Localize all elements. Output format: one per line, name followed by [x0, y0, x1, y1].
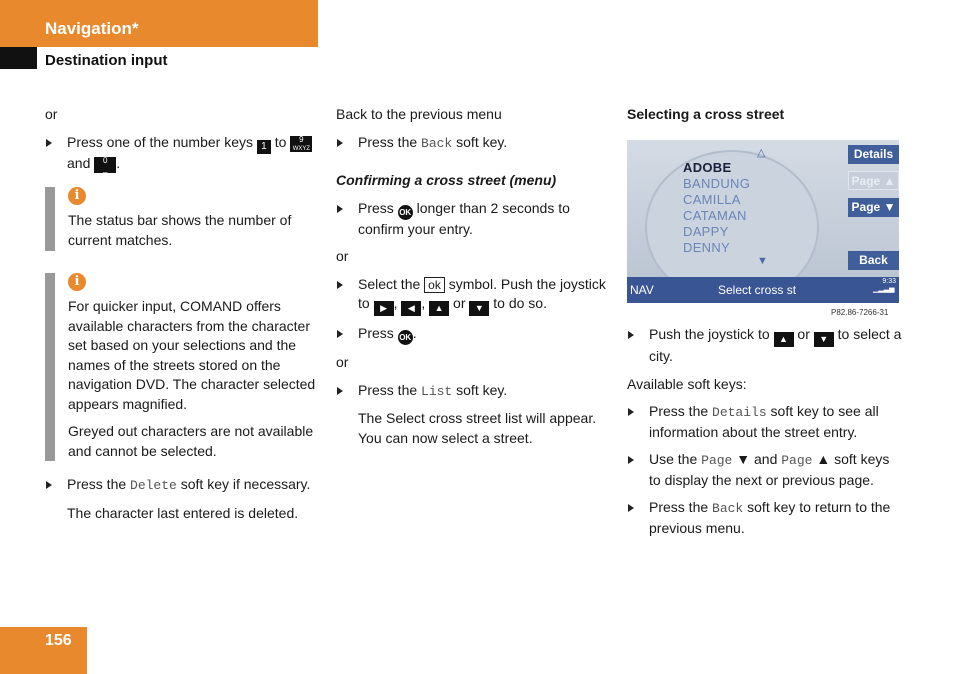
ok-symbol: ok: [424, 277, 445, 293]
key-0: 0 _: [94, 157, 116, 173]
bullet-icon: [337, 330, 343, 338]
key-1: 1: [257, 140, 271, 154]
bullet-icon: [46, 481, 52, 489]
instruction-back-return: Press the Back soft key to return to the previous menu.: [627, 498, 902, 538]
bullet-icon: [46, 139, 52, 147]
instruction-press-ok: Press OK .: [336, 324, 608, 345]
page-number-box: [0, 627, 87, 674]
section-title: Destination input: [45, 52, 168, 69]
status-bar: [627, 277, 899, 303]
result-text: The character last entered is deleted.: [67, 504, 299, 521]
bullet-icon: [628, 504, 634, 512]
joystick-right-icon: ▶: [374, 301, 394, 316]
bullet-icon: [628, 408, 634, 416]
bullet-icon: [337, 205, 343, 213]
joystick-down-icon: ▼: [814, 332, 834, 347]
details-softkey: Details: [848, 145, 899, 164]
street-list-item: BANDUNG: [683, 176, 751, 191]
page-down-softkey: Page ▼: [848, 198, 899, 217]
signal-bars-icon: ▁▂▃▅: [873, 286, 895, 293]
list-softkey-label: List: [421, 383, 453, 399]
column-2: [336, 105, 608, 456]
back-heading: Back to the previous menu: [336, 106, 502, 122]
instruction-details: Press the Details soft key to see all information about the street entry.: [627, 402, 902, 442]
or-text: or: [336, 248, 349, 264]
street-list-item: CAMILLA: [683, 192, 741, 207]
result-text: The Select cross street list will appear. You can now select a street.: [358, 410, 597, 446]
details-softkey-label: Details: [712, 405, 767, 420]
column-3: [627, 105, 902, 133]
street-list-item: DAPPY: [683, 224, 729, 239]
status-nav: NAV: [630, 283, 654, 297]
scroll-down-icon: ▼: [757, 255, 768, 267]
info-box-status: i The status bar shows the number of current matches.: [45, 187, 320, 251]
instruction-back: Press the Back soft key.: [336, 133, 608, 154]
status-title: Select cross st: [718, 283, 797, 297]
key-9: 9 WXYZ: [290, 136, 312, 152]
ok-button-icon: OK: [398, 330, 413, 345]
page-number: 156: [45, 632, 72, 649]
page-down-glyph: ▼: [736, 451, 751, 467]
info-icon: i: [68, 187, 86, 205]
back-softkey-label: Back: [712, 501, 744, 516]
instruction-press-ok-long: Press OK longer than 2 seconds to confirm your entry.: [336, 199, 608, 240]
page-up-softkey: Page ▲: [848, 171, 899, 190]
instruction-select-ok: Select the ok symbol. Push the joystick to ▶ , ◀ , ▲ or ▼ to do so.: [336, 275, 608, 317]
info-box-quick-input: i For quicker input, COMAND offers available characters from the character set based on your selections and the names of the streets stored on the navigation DVD. The character selected appears magnified. Greyed out characters are not available and cannot be selected.: [45, 273, 320, 461]
bullet-icon: [337, 281, 343, 289]
bullet-icon: [337, 387, 343, 395]
info-icon: i: [68, 273, 86, 291]
clock-time: 9:33: [882, 278, 896, 285]
instruction-select-city: Push the joystick to ▲ or ▼ to select a city.: [627, 325, 902, 367]
joystick-down-icon: ▼: [469, 301, 489, 316]
ok-button-icon: OK: [398, 205, 413, 220]
delete-softkey-label: Delete: [130, 478, 177, 493]
instruction-list: Press the List soft key.: [336, 381, 608, 402]
instruction-page: Use the Page ▼ and Page ▲ soft keys to display the next or previous page.: [627, 450, 902, 490]
bullet-icon: [628, 331, 634, 339]
page-softkey-label: Page: [781, 453, 813, 468]
cross-street-heading: Selecting a cross street: [627, 106, 785, 122]
street-list-item: DENNY: [683, 240, 731, 255]
available-softkeys-label: Available soft keys:: [627, 375, 747, 392]
column-3-text: [627, 325, 902, 546]
bullet-icon: [337, 139, 343, 147]
section-marker: [0, 47, 37, 69]
back-softkey-label: Back: [421, 135, 453, 151]
instruction-delete: Press the Delete soft key if necessary.: [45, 475, 320, 496]
confirm-heading: Confirming a cross street (menu): [336, 172, 557, 188]
street-list-item: ADOBE: [683, 160, 732, 175]
street-list-item: CATAMAN: [683, 208, 747, 223]
page-softkey-label: Page: [701, 453, 733, 468]
chapter-title: Navigation*: [45, 19, 139, 38]
page-up-glyph: ▲: [816, 451, 831, 467]
joystick-left-icon: ◀: [401, 301, 421, 316]
figure-caption: P82.86-7266-31: [831, 308, 889, 317]
joystick-up-icon: ▲: [774, 332, 794, 347]
or-text: or: [45, 106, 58, 122]
bullet-icon: [628, 456, 634, 464]
joystick-up-icon: ▲: [429, 301, 449, 316]
instruction-number-keys: Press one of the number keys 1 to 9 WXYZ and 0 _ .: [45, 133, 320, 174]
back-softkey: Back: [848, 251, 899, 270]
column-1: [45, 105, 320, 531]
scroll-up-icon: △: [757, 147, 766, 159]
comand-screen: [627, 140, 899, 303]
or-text: or: [336, 354, 349, 370]
